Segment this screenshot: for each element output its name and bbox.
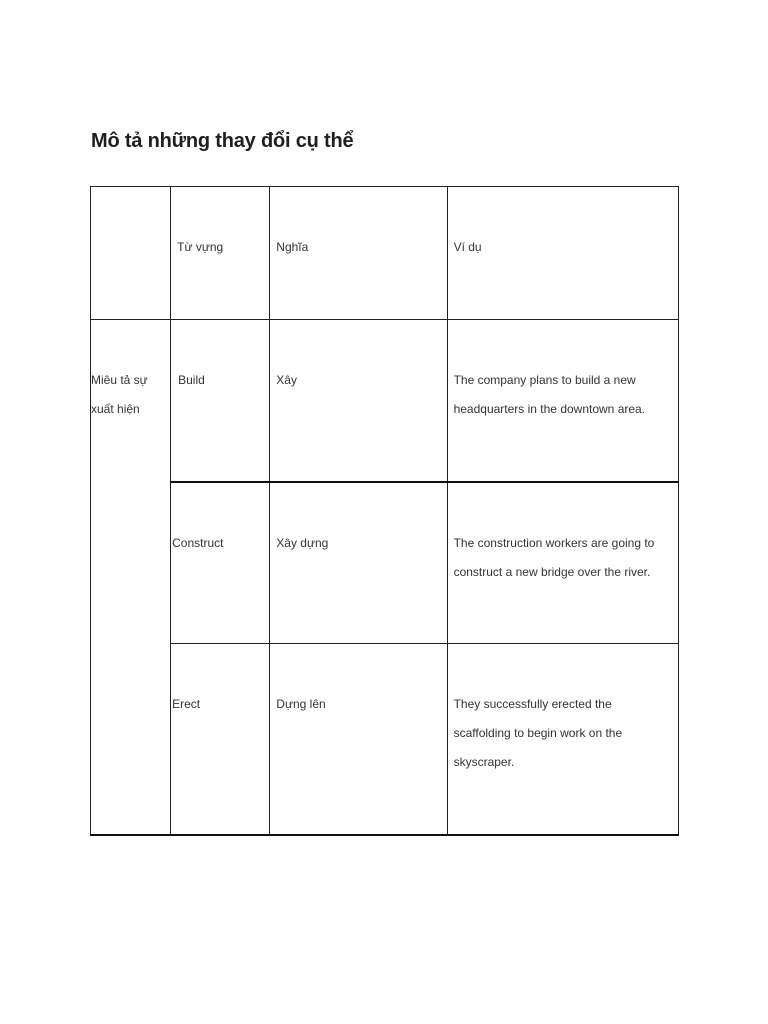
table-row	[91, 320, 679, 482]
table-header-row	[91, 187, 679, 320]
meaning-text: Xây dựng	[276, 535, 329, 550]
meaning-cell	[270, 644, 447, 835]
header-meaning-label: Nghĩa	[276, 240, 309, 254]
word-text: Build	[178, 373, 205, 388]
example-cell	[447, 644, 678, 835]
word-cell	[171, 482, 270, 644]
meaning-cell	[270, 320, 447, 482]
example-text: They successfully erected the scaffolding to begin work on the skyscraper.	[453, 697, 623, 770]
header-example-cell	[447, 187, 678, 320]
header-example-label: Ví dụ	[453, 240, 482, 254]
example-cell	[447, 482, 678, 644]
header-word-cell	[171, 187, 270, 320]
category-cell	[91, 320, 171, 835]
meaning-text: Xây	[276, 373, 297, 388]
example-text: The company plans to build a new headquarters in the downtown area.	[453, 373, 646, 417]
word-cell	[171, 320, 270, 482]
word-text: Construct	[172, 535, 224, 550]
header-meaning-cell	[270, 187, 447, 320]
header-category-cell	[91, 187, 171, 320]
meaning-text: Dựng lên	[276, 697, 326, 712]
header-category-label	[91, 187, 170, 233]
header-word-label: Từ vựng	[177, 240, 224, 254]
category-label: Miêu tả sự xuất hiện	[91, 373, 148, 417]
word-text: Erect	[172, 697, 201, 712]
table-row	[91, 644, 679, 835]
meaning-cell	[270, 482, 447, 644]
vocabulary-table	[90, 186, 679, 836]
table-row	[91, 482, 679, 644]
example-cell	[447, 320, 678, 482]
word-cell	[171, 644, 270, 835]
page-title: Mô tả những thay đổi cụ thể	[91, 130, 354, 152]
example-text: The construction workers are going to construct a new bridge over the river.	[453, 535, 655, 579]
